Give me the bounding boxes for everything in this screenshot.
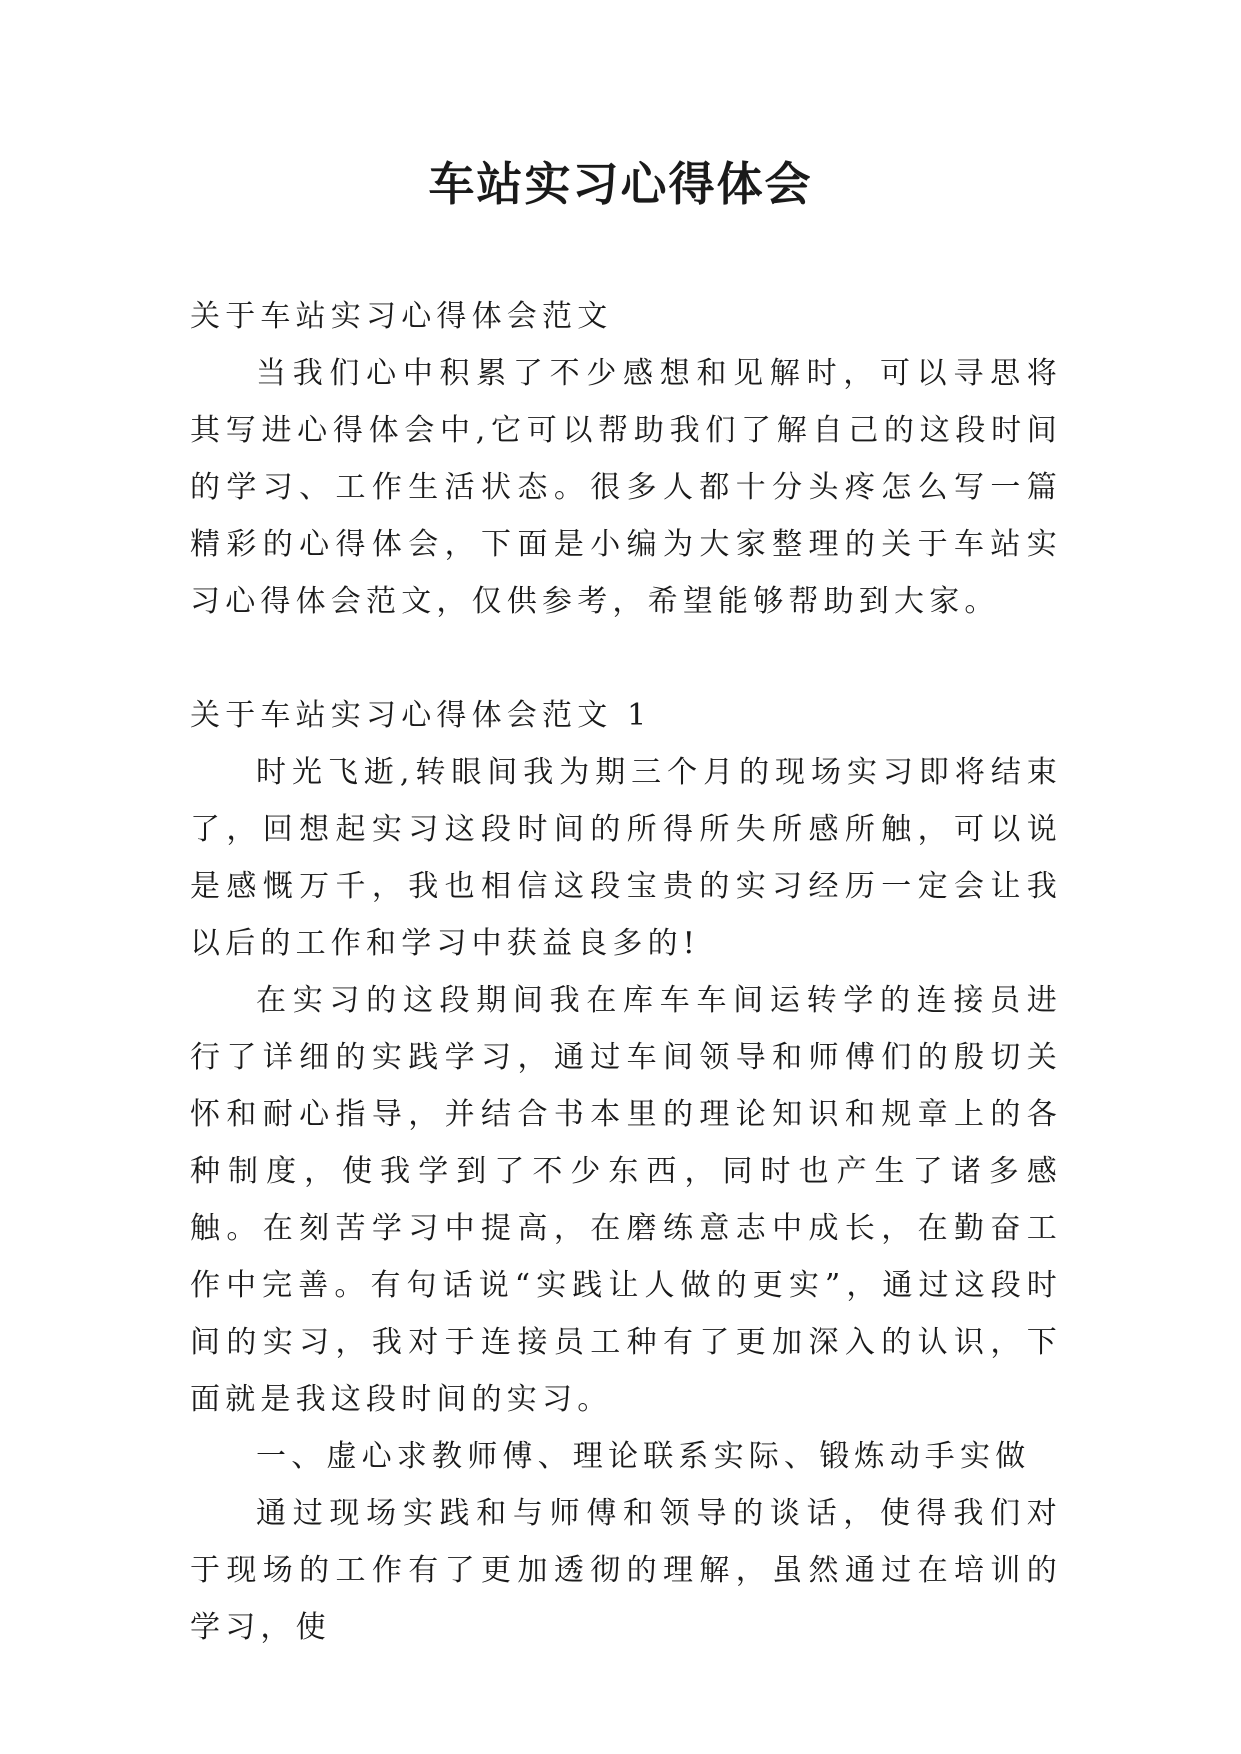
essay-1-paragraph-3: 通过现场实践和与师傅和领导的谈话，使得我们对于现场的工作有了更加透彻的理解，虽然通过在培训的学习，使: [190, 1496, 1062, 1645]
essay-1-paragraph-2: 在实习的这段期间我在库车车间运转学的连接员进行了详细的实践学习，通过车间领导和师傅们的殷切关怀和耐心指导，并结合书本里的理论知识和规章上的各种制度，使我学到了不少东西，同时也产生了诸多感触。在刻苦学习中提高，在磨练意志中成长，在勤奋工作中完善。有句话说“实践让人做的更实”，通过这段时间的实习，我对于连接员工种有了更加深入的认识，下面就是我这段时间的实习。: [190, 983, 1062, 1417]
intro-paragraph: 当我们心中积累了不少感想和见解时，可以寻思将其写进心得体会中,它可以帮助我们了解自己的这段时间的学习、工作生活状态。很多人都十分头疼怎么写一篇精彩的心得体会，下面是小编为大家整理的关于车站实习心得体会范文，仅供参考，希望能够帮助到大家。: [190, 356, 1062, 619]
section-heading-intro: 关于车站实习心得体会范文: [190, 299, 613, 334]
document-body: [190, 288, 1062, 1656]
essay-1-subheading-1: 一、虚心求教师傅、理论联系实际、锻炼动手实做: [256, 1439, 1031, 1474]
document-title: 车站实习心得体会: [428, 157, 813, 211]
essay-1-paragraph-1: 时光飞逝,转眼间我为期三个月的现场实习即将结束了，回想起实习这段时间的所得所失所感所触，可以说是感慨万千，我也相信这段宝贵的实习经历一定会让我以后的工作和学习中获益良多的!: [190, 755, 1062, 961]
section-heading-essay-1: 关于车站实习心得体会范文 1: [190, 698, 652, 733]
